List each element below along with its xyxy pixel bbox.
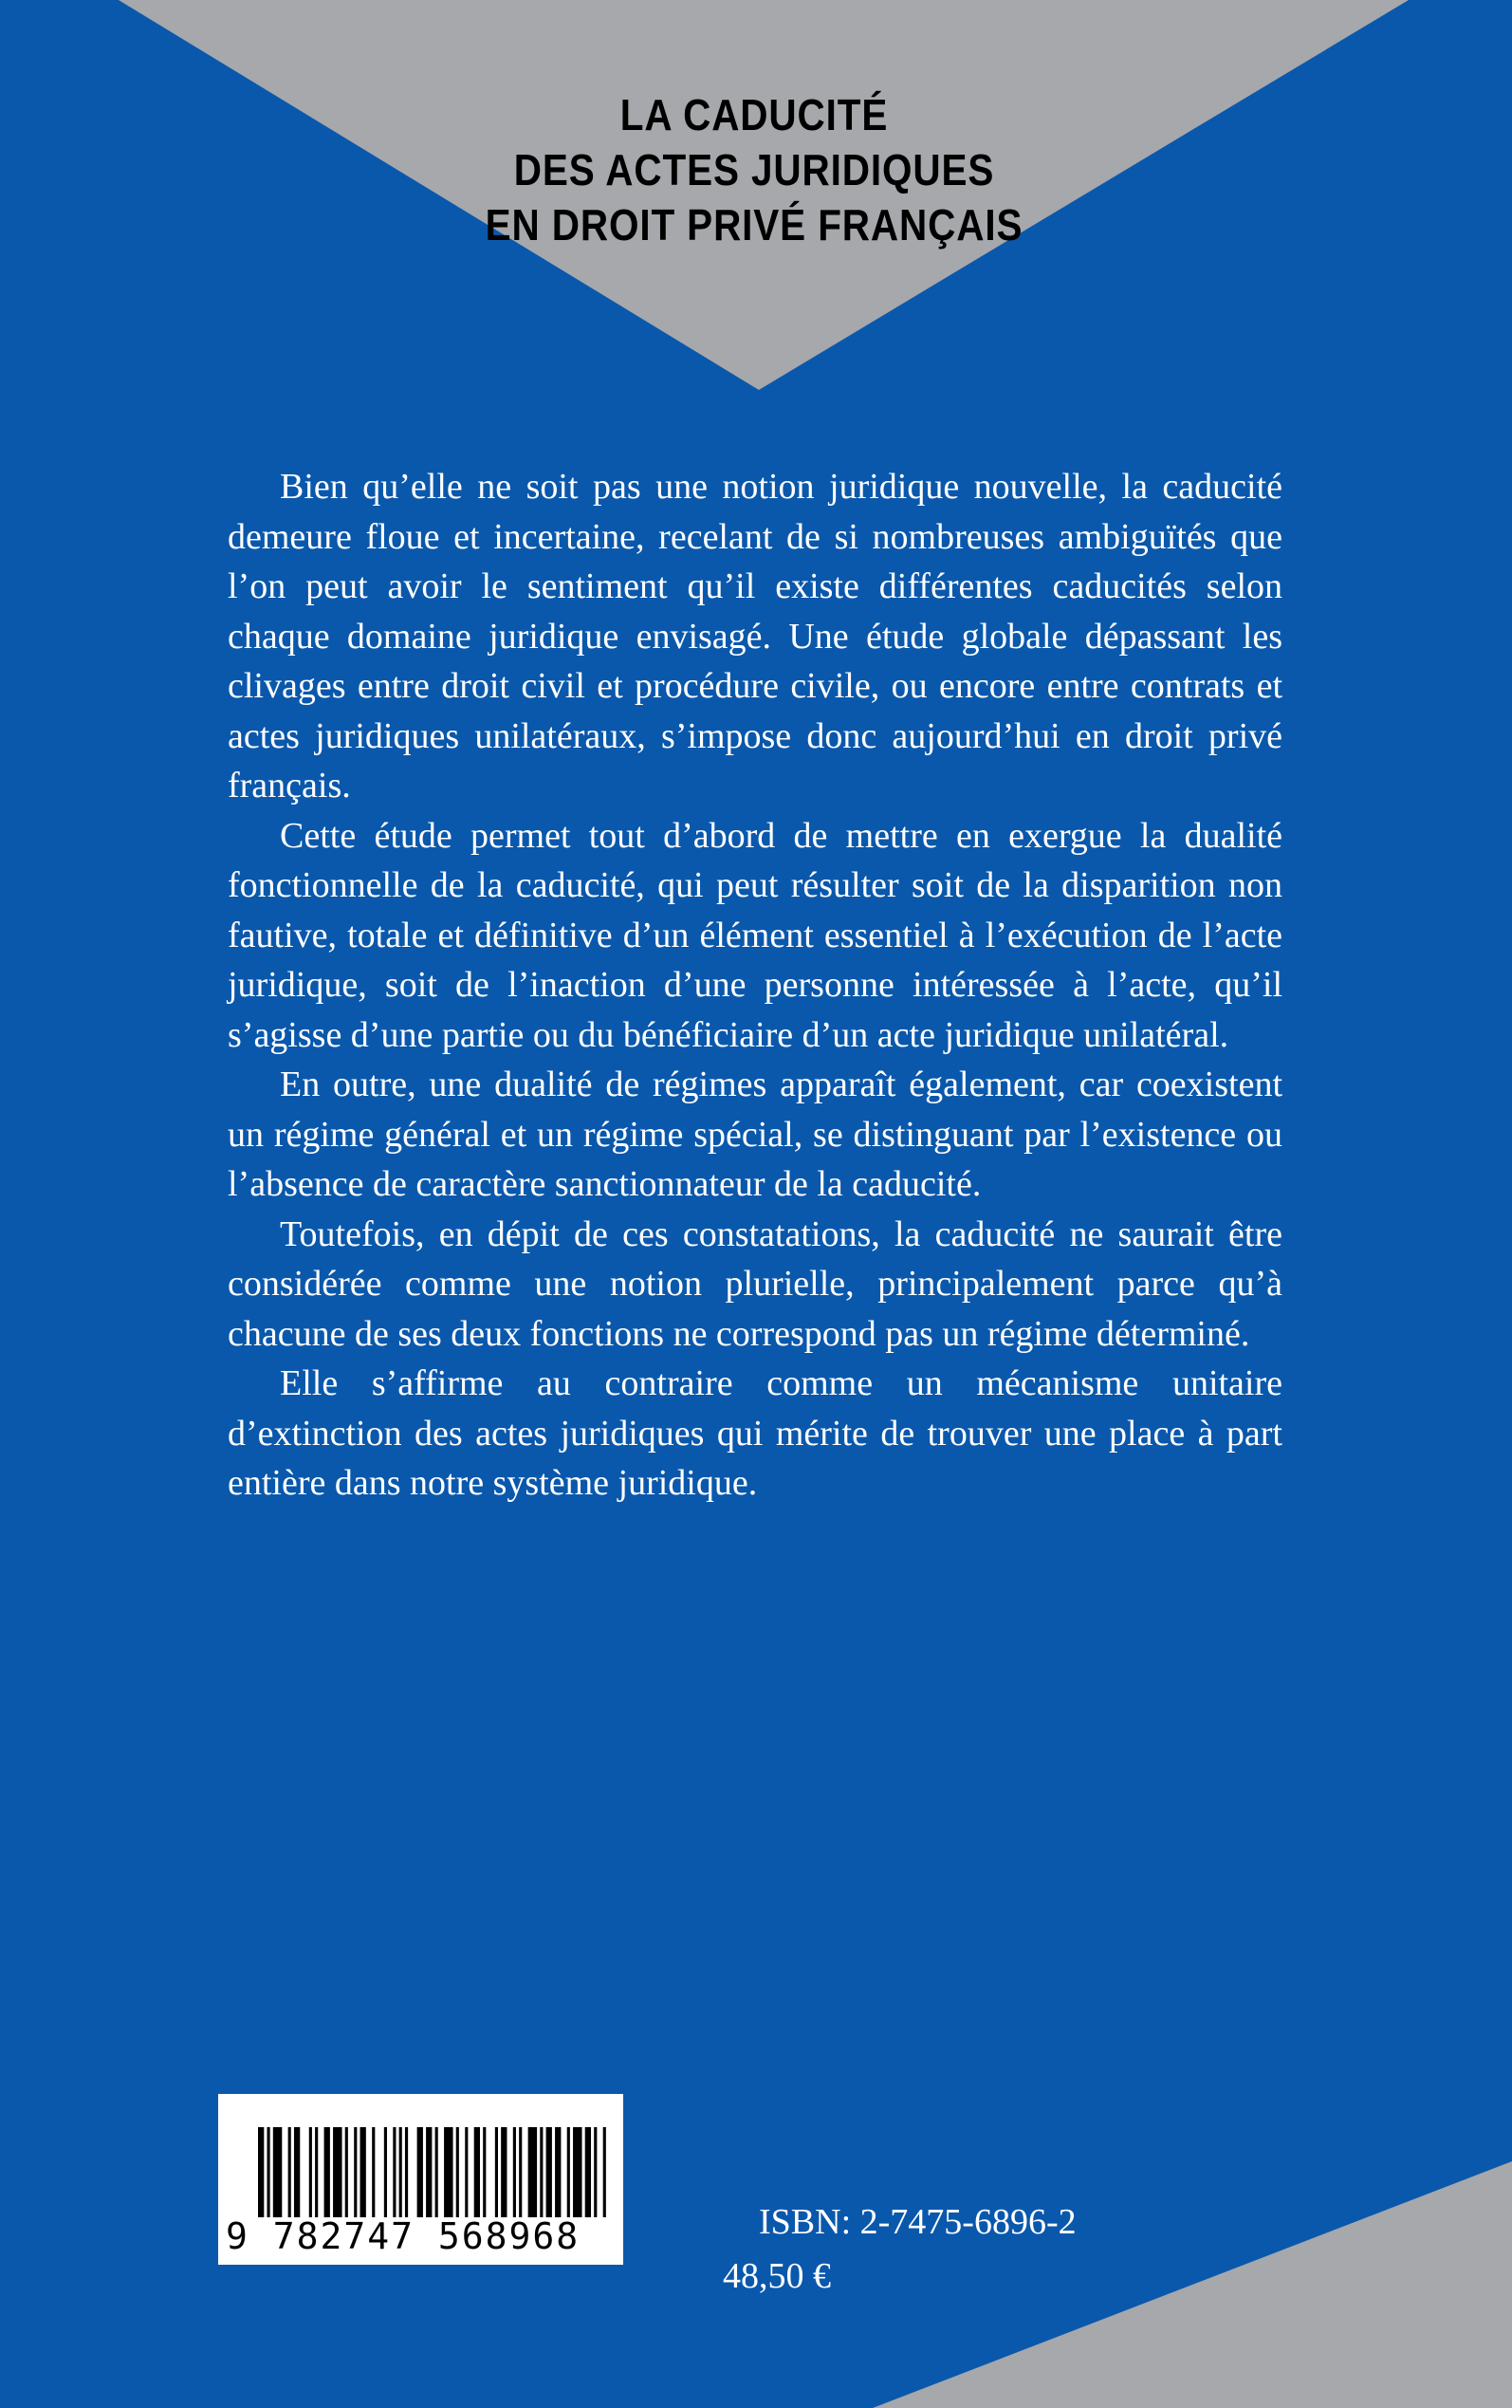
barcode-bar [513, 2127, 516, 2217]
barcode-bar [354, 2127, 357, 2217]
barcode-bar [465, 2127, 468, 2217]
barcode-bars [258, 2127, 609, 2217]
barcode-bar [417, 2127, 423, 2217]
barcode-digits: 9 782747 568968 [226, 2215, 581, 2257]
barcode-bar [294, 2127, 300, 2217]
barcode-bar [528, 2127, 537, 2217]
barcode-bar [546, 2127, 552, 2217]
barcode-bar [555, 2127, 561, 2217]
barcode-bar [519, 2127, 522, 2217]
barcode-bar [501, 2127, 507, 2217]
barcode-bar [333, 2127, 341, 2217]
barcode-bar [495, 2127, 498, 2217]
barcode-bar [372, 2127, 375, 2217]
barcode-bar [585, 2127, 591, 2217]
barcode-bar [360, 2127, 366, 2217]
book-title-line-1: LA CADUCITÉ [619, 90, 889, 139]
barcode-bar [435, 2127, 438, 2217]
barcode-bar [345, 2127, 348, 2217]
barcode-bar [267, 2127, 269, 2217]
barcode-bar [573, 2127, 581, 2217]
barcode-bar [399, 2127, 402, 2217]
barcode-bar [426, 2127, 432, 2217]
book-title [450, 87, 1059, 252]
barcode-bar [258, 2127, 264, 2217]
barcode-bar [444, 2127, 452, 2217]
back-cover-blurb [228, 462, 1282, 1509]
blurb-paragraph-4: Toutefois, en dépit de ces constatations, la caducité ne saurait être considérée comme une notion plurielle, principalement parce qu’à chacune de ses deux fonctions ne correspond pas un régime déterminé. [228, 1213, 1282, 1354]
blurb-paragraph-1: Bien qu’elle ne soit pas une notion juridique nouvelle, la caducité demeure floue et incertaine, recelant de si nombreuses ambiguïtés que l’on peut avoir le sentiment qu’il existe différentes caducités selon chaque domaine juridique envisagé. Une étude globale dépassant les clivages entre droit civil et procédure civile, ou encore entre contrats et actes juridiques unilatéraux, s’impose donc aujourd’hui en droit privé français. [228, 467, 1282, 806]
book-title-line-3: EN DROIT PRIVÉ FRANÇAIS [485, 200, 1023, 250]
barcode-bar [393, 2127, 396, 2217]
isbn-label: ISBN: 2-7475-6896-2 [759, 2202, 1077, 2242]
barcode-bar [567, 2127, 570, 2217]
barcode-bar [474, 2127, 480, 2217]
bottom-right-gray-wedge-shape [873, 2161, 1512, 2408]
barcode-bar [324, 2127, 330, 2217]
barcode-bar [405, 2127, 408, 2217]
barcode-bar [288, 2127, 291, 2217]
blurb-paragraph-3: En outre, une dualité de régimes apparaît également, car coexistent un régime général et un régime spécial, se distinguant par l’existence ou l’absence de caractère sanctionnateur de la caducité. [228, 1065, 1282, 1204]
barcode-bar [384, 2127, 387, 2217]
blurb-paragraph-5: Elle s’affirme au contraire comme un mécanisme unitaire d’extinction des actes juridiques qui mérite de trouver une place à part entière dans notre système juridique. [228, 1363, 1282, 1503]
price-label: 48,50 € [723, 2256, 831, 2296]
barcode-bar [483, 2127, 486, 2217]
barcode-bar [309, 2127, 312, 2217]
barcode-bar [456, 2127, 459, 2217]
book-title-line-2: DES ACTES JURIDIQUES [513, 145, 995, 194]
blurb-paragraph-2: Cette étude permet tout d’abord de mettre en exergue la dualité fonctionnelle de la caducité, qui peut résulter soit de la disparition non fautive, totale et définitive d’un élément essentiel à l’exécution de l’acte juridique, soit de l’inaction d’une personne intéressée à l’acte, qu’il s’agisse d’une partie ou du bénéficiaire d’un acte juridique unilatéral. [228, 815, 1282, 1055]
barcode-bar [273, 2127, 282, 2217]
barcode-bar [315, 2127, 318, 2217]
barcode-bar [594, 2127, 597, 2217]
barcode-bar [603, 2127, 606, 2217]
barcode-box [218, 2094, 623, 2265]
barcode-bar [540, 2127, 543, 2217]
